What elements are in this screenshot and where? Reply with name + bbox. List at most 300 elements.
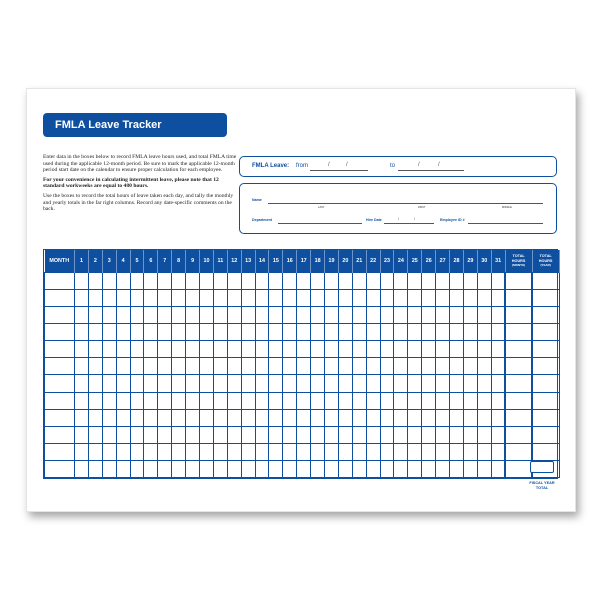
day-cell[interactable]: [408, 273, 422, 290]
day-cell[interactable]: [338, 341, 352, 358]
day-cell[interactable]: [422, 307, 436, 324]
day-cell[interactable]: [130, 290, 144, 307]
day-cell[interactable]: [130, 460, 144, 477]
day-cell[interactable]: [88, 460, 102, 477]
day-cell[interactable]: [477, 273, 491, 290]
total-year-cell[interactable]: [532, 443, 559, 460]
day-cell[interactable]: [352, 375, 366, 392]
day-cell[interactable]: [255, 392, 269, 409]
day-cell[interactable]: [366, 460, 380, 477]
day-cell[interactable]: [255, 409, 269, 426]
day-cell[interactable]: [200, 392, 214, 409]
day-cell[interactable]: [88, 409, 102, 426]
total-month-cell[interactable]: [505, 341, 532, 358]
total-month-cell[interactable]: [505, 358, 532, 375]
day-cell[interactable]: [380, 426, 394, 443]
day-cell[interactable]: [283, 443, 297, 460]
day-cell[interactable]: [75, 460, 89, 477]
day-cell[interactable]: [88, 307, 102, 324]
day-cell[interactable]: [297, 443, 311, 460]
day-cell[interactable]: [283, 426, 297, 443]
day-cell[interactable]: [422, 409, 436, 426]
day-cell[interactable]: [297, 273, 311, 290]
day-cell[interactable]: [241, 324, 255, 341]
day-cell[interactable]: [380, 341, 394, 358]
day-cell[interactable]: [241, 443, 255, 460]
day-cell[interactable]: [380, 443, 394, 460]
day-cell[interactable]: [352, 290, 366, 307]
day-cell[interactable]: [325, 460, 339, 477]
day-cell[interactable]: [269, 324, 283, 341]
department-field[interactable]: [278, 223, 362, 224]
day-cell[interactable]: [366, 341, 380, 358]
day-cell[interactable]: [450, 460, 464, 477]
day-cell[interactable]: [241, 290, 255, 307]
day-cell[interactable]: [158, 307, 172, 324]
day-cell[interactable]: [450, 375, 464, 392]
day-cell[interactable]: [325, 290, 339, 307]
day-cell[interactable]: [269, 409, 283, 426]
day-cell[interactable]: [200, 409, 214, 426]
day-cell[interactable]: [227, 460, 241, 477]
day-cell[interactable]: [241, 273, 255, 290]
day-cell[interactable]: [227, 409, 241, 426]
day-cell[interactable]: [213, 358, 227, 375]
day-cell[interactable]: [269, 307, 283, 324]
day-cell[interactable]: [352, 273, 366, 290]
day-cell[interactable]: [394, 307, 408, 324]
day-cell[interactable]: [172, 375, 186, 392]
day-cell[interactable]: [144, 358, 158, 375]
total-year-cell[interactable]: [532, 307, 559, 324]
day-cell[interactable]: [352, 443, 366, 460]
day-cell[interactable]: [172, 409, 186, 426]
day-cell[interactable]: [227, 290, 241, 307]
day-cell[interactable]: [436, 392, 450, 409]
day-cell[interactable]: [283, 460, 297, 477]
fiscal-year-total-box[interactable]: [530, 461, 554, 473]
day-cell[interactable]: [186, 409, 200, 426]
day-cell[interactable]: [186, 324, 200, 341]
day-cell[interactable]: [338, 273, 352, 290]
day-cell[interactable]: [422, 392, 436, 409]
day-cell[interactable]: [366, 409, 380, 426]
day-cell[interactable]: [463, 409, 477, 426]
day-cell[interactable]: [394, 392, 408, 409]
day-cell[interactable]: [380, 392, 394, 409]
day-cell[interactable]: [130, 392, 144, 409]
month-cell[interactable]: [45, 375, 75, 392]
day-cell[interactable]: [477, 392, 491, 409]
day-cell[interactable]: [200, 307, 214, 324]
day-cell[interactable]: [394, 341, 408, 358]
total-month-cell[interactable]: [505, 324, 532, 341]
total-month-cell[interactable]: [505, 273, 532, 290]
day-cell[interactable]: [241, 375, 255, 392]
day-cell[interactable]: [422, 341, 436, 358]
day-cell[interactable]: [186, 273, 200, 290]
day-cell[interactable]: [172, 460, 186, 477]
day-cell[interactable]: [241, 409, 255, 426]
day-cell[interactable]: [75, 409, 89, 426]
day-cell[interactable]: [75, 375, 89, 392]
month-cell[interactable]: [45, 290, 75, 307]
day-cell[interactable]: [366, 324, 380, 341]
day-cell[interactable]: [366, 392, 380, 409]
day-cell[interactable]: [297, 290, 311, 307]
day-cell[interactable]: [352, 307, 366, 324]
to-date-field[interactable]: [398, 170, 464, 171]
day-cell[interactable]: [491, 341, 505, 358]
day-cell[interactable]: [227, 358, 241, 375]
day-cell[interactable]: [311, 273, 325, 290]
day-cell[interactable]: [311, 392, 325, 409]
total-year-cell[interactable]: [532, 290, 559, 307]
day-cell[interactable]: [255, 375, 269, 392]
month-cell[interactable]: [45, 358, 75, 375]
day-cell[interactable]: [463, 426, 477, 443]
day-cell[interactable]: [297, 375, 311, 392]
day-cell[interactable]: [311, 426, 325, 443]
day-cell[interactable]: [269, 460, 283, 477]
day-cell[interactable]: [311, 358, 325, 375]
day-cell[interactable]: [436, 358, 450, 375]
day-cell[interactable]: [102, 273, 116, 290]
day-cell[interactable]: [380, 409, 394, 426]
day-cell[interactable]: [422, 273, 436, 290]
day-cell[interactable]: [422, 358, 436, 375]
month-cell[interactable]: [45, 443, 75, 460]
day-cell[interactable]: [408, 358, 422, 375]
day-cell[interactable]: [352, 324, 366, 341]
day-cell[interactable]: [352, 426, 366, 443]
day-cell[interactable]: [116, 443, 130, 460]
day-cell[interactable]: [116, 392, 130, 409]
day-cell[interactable]: [227, 273, 241, 290]
day-cell[interactable]: [311, 324, 325, 341]
day-cell[interactable]: [130, 426, 144, 443]
day-cell[interactable]: [311, 409, 325, 426]
day-cell[interactable]: [450, 358, 464, 375]
total-year-cell[interactable]: [532, 375, 559, 392]
day-cell[interactable]: [255, 273, 269, 290]
day-cell[interactable]: [255, 460, 269, 477]
from-date-field[interactable]: [310, 170, 368, 171]
day-cell[interactable]: [422, 375, 436, 392]
day-cell[interactable]: [102, 392, 116, 409]
day-cell[interactable]: [158, 392, 172, 409]
employee-id-field[interactable]: [468, 223, 543, 224]
day-cell[interactable]: [255, 307, 269, 324]
day-cell[interactable]: [338, 426, 352, 443]
day-cell[interactable]: [297, 307, 311, 324]
day-cell[interactable]: [130, 375, 144, 392]
day-cell[interactable]: [102, 443, 116, 460]
day-cell[interactable]: [491, 409, 505, 426]
day-cell[interactable]: [213, 375, 227, 392]
day-cell[interactable]: [130, 273, 144, 290]
day-cell[interactable]: [88, 392, 102, 409]
day-cell[interactable]: [283, 358, 297, 375]
day-cell[interactable]: [477, 307, 491, 324]
total-month-cell[interactable]: [505, 392, 532, 409]
day-cell[interactable]: [366, 290, 380, 307]
day-cell[interactable]: [269, 443, 283, 460]
day-cell[interactable]: [255, 443, 269, 460]
day-cell[interactable]: [213, 307, 227, 324]
day-cell[interactable]: [269, 375, 283, 392]
month-cell[interactable]: [45, 341, 75, 358]
day-cell[interactable]: [255, 341, 269, 358]
day-cell[interactable]: [158, 443, 172, 460]
day-cell[interactable]: [436, 324, 450, 341]
day-cell[interactable]: [338, 460, 352, 477]
day-cell[interactable]: [352, 392, 366, 409]
day-cell[interactable]: [338, 290, 352, 307]
day-cell[interactable]: [408, 341, 422, 358]
day-cell[interactable]: [450, 324, 464, 341]
day-cell[interactable]: [297, 409, 311, 426]
day-cell[interactable]: [366, 358, 380, 375]
day-cell[interactable]: [366, 307, 380, 324]
day-cell[interactable]: [463, 392, 477, 409]
day-cell[interactable]: [491, 358, 505, 375]
day-cell[interactable]: [227, 324, 241, 341]
day-cell[interactable]: [200, 460, 214, 477]
day-cell[interactable]: [477, 460, 491, 477]
day-cell[interactable]: [144, 392, 158, 409]
day-cell[interactable]: [200, 358, 214, 375]
day-cell[interactable]: [408, 392, 422, 409]
day-cell[interactable]: [102, 341, 116, 358]
month-cell[interactable]: [45, 426, 75, 443]
day-cell[interactable]: [213, 392, 227, 409]
day-cell[interactable]: [325, 392, 339, 409]
day-cell[interactable]: [213, 290, 227, 307]
total-year-cell[interactable]: [532, 426, 559, 443]
day-cell[interactable]: [380, 358, 394, 375]
day-cell[interactable]: [394, 443, 408, 460]
day-cell[interactable]: [477, 341, 491, 358]
day-cell[interactable]: [144, 290, 158, 307]
day-cell[interactable]: [269, 426, 283, 443]
day-cell[interactable]: [450, 426, 464, 443]
day-cell[interactable]: [186, 392, 200, 409]
total-month-cell[interactable]: [505, 409, 532, 426]
day-cell[interactable]: [200, 426, 214, 443]
day-cell[interactable]: [227, 375, 241, 392]
day-cell[interactable]: [200, 375, 214, 392]
month-cell[interactable]: [45, 273, 75, 290]
day-cell[interactable]: [116, 290, 130, 307]
day-cell[interactable]: [213, 409, 227, 426]
day-cell[interactable]: [102, 324, 116, 341]
day-cell[interactable]: [116, 409, 130, 426]
day-cell[interactable]: [269, 290, 283, 307]
day-cell[interactable]: [186, 443, 200, 460]
day-cell[interactable]: [227, 426, 241, 443]
day-cell[interactable]: [283, 392, 297, 409]
day-cell[interactable]: [144, 375, 158, 392]
day-cell[interactable]: [491, 273, 505, 290]
day-cell[interactable]: [338, 307, 352, 324]
day-cell[interactable]: [394, 409, 408, 426]
total-month-cell[interactable]: [505, 290, 532, 307]
day-cell[interactable]: [394, 324, 408, 341]
month-cell[interactable]: [45, 324, 75, 341]
day-cell[interactable]: [338, 375, 352, 392]
day-cell[interactable]: [338, 392, 352, 409]
day-cell[interactable]: [463, 307, 477, 324]
day-cell[interactable]: [394, 290, 408, 307]
day-cell[interactable]: [380, 324, 394, 341]
day-cell[interactable]: [186, 341, 200, 358]
day-cell[interactable]: [102, 460, 116, 477]
day-cell[interactable]: [158, 409, 172, 426]
day-cell[interactable]: [352, 358, 366, 375]
day-cell[interactable]: [241, 307, 255, 324]
day-cell[interactable]: [158, 375, 172, 392]
day-cell[interactable]: [172, 273, 186, 290]
day-cell[interactable]: [116, 358, 130, 375]
day-cell[interactable]: [130, 324, 144, 341]
day-cell[interactable]: [158, 341, 172, 358]
day-cell[interactable]: [130, 358, 144, 375]
day-cell[interactable]: [241, 426, 255, 443]
day-cell[interactable]: [158, 426, 172, 443]
day-cell[interactable]: [269, 392, 283, 409]
day-cell[interactable]: [352, 460, 366, 477]
day-cell[interactable]: [463, 273, 477, 290]
day-cell[interactable]: [408, 375, 422, 392]
day-cell[interactable]: [436, 375, 450, 392]
day-cell[interactable]: [241, 460, 255, 477]
day-cell[interactable]: [436, 443, 450, 460]
day-cell[interactable]: [144, 443, 158, 460]
day-cell[interactable]: [477, 375, 491, 392]
day-cell[interactable]: [186, 460, 200, 477]
total-year-cell[interactable]: [532, 273, 559, 290]
day-cell[interactable]: [325, 358, 339, 375]
day-cell[interactable]: [366, 375, 380, 392]
day-cell[interactable]: [422, 290, 436, 307]
day-cell[interactable]: [394, 375, 408, 392]
day-cell[interactable]: [491, 392, 505, 409]
day-cell[interactable]: [436, 460, 450, 477]
day-cell[interactable]: [394, 273, 408, 290]
day-cell[interactable]: [75, 307, 89, 324]
day-cell[interactable]: [325, 426, 339, 443]
day-cell[interactable]: [102, 375, 116, 392]
total-year-cell[interactable]: [532, 409, 559, 426]
day-cell[interactable]: [436, 341, 450, 358]
total-month-cell[interactable]: [505, 307, 532, 324]
day-cell[interactable]: [75, 324, 89, 341]
day-cell[interactable]: [158, 290, 172, 307]
day-cell[interactable]: [283, 375, 297, 392]
day-cell[interactable]: [477, 358, 491, 375]
day-cell[interactable]: [116, 341, 130, 358]
day-cell[interactable]: [241, 358, 255, 375]
day-cell[interactable]: [338, 443, 352, 460]
day-cell[interactable]: [311, 443, 325, 460]
day-cell[interactable]: [75, 392, 89, 409]
total-month-cell[interactable]: [505, 443, 532, 460]
day-cell[interactable]: [311, 341, 325, 358]
day-cell[interactable]: [352, 341, 366, 358]
day-cell[interactable]: [297, 426, 311, 443]
day-cell[interactable]: [283, 290, 297, 307]
day-cell[interactable]: [283, 307, 297, 324]
day-cell[interactable]: [311, 290, 325, 307]
day-cell[interactable]: [158, 273, 172, 290]
day-cell[interactable]: [394, 358, 408, 375]
day-cell[interactable]: [325, 273, 339, 290]
day-cell[interactable]: [283, 409, 297, 426]
day-cell[interactable]: [172, 392, 186, 409]
day-cell[interactable]: [269, 341, 283, 358]
day-cell[interactable]: [172, 307, 186, 324]
day-cell[interactable]: [88, 358, 102, 375]
day-cell[interactable]: [463, 443, 477, 460]
day-cell[interactable]: [200, 324, 214, 341]
day-cell[interactable]: [213, 273, 227, 290]
day-cell[interactable]: [477, 290, 491, 307]
day-cell[interactable]: [394, 460, 408, 477]
day-cell[interactable]: [380, 375, 394, 392]
day-cell[interactable]: [227, 307, 241, 324]
day-cell[interactable]: [338, 358, 352, 375]
day-cell[interactable]: [227, 341, 241, 358]
day-cell[interactable]: [144, 341, 158, 358]
day-cell[interactable]: [325, 341, 339, 358]
day-cell[interactable]: [186, 358, 200, 375]
day-cell[interactable]: [88, 273, 102, 290]
day-cell[interactable]: [130, 341, 144, 358]
day-cell[interactable]: [172, 443, 186, 460]
day-cell[interactable]: [200, 341, 214, 358]
day-cell[interactable]: [450, 273, 464, 290]
day-cell[interactable]: [116, 375, 130, 392]
day-cell[interactable]: [311, 307, 325, 324]
day-cell[interactable]: [463, 358, 477, 375]
day-cell[interactable]: [338, 324, 352, 341]
day-cell[interactable]: [380, 307, 394, 324]
day-cell[interactable]: [450, 392, 464, 409]
total-year-cell[interactable]: [532, 392, 559, 409]
day-cell[interactable]: [408, 324, 422, 341]
day-cell[interactable]: [283, 273, 297, 290]
day-cell[interactable]: [422, 443, 436, 460]
day-cell[interactable]: [172, 290, 186, 307]
day-cell[interactable]: [144, 324, 158, 341]
day-cell[interactable]: [477, 426, 491, 443]
day-cell[interactable]: [311, 375, 325, 392]
day-cell[interactable]: [227, 443, 241, 460]
day-cell[interactable]: [366, 426, 380, 443]
month-cell[interactable]: [45, 392, 75, 409]
day-cell[interactable]: [102, 307, 116, 324]
day-cell[interactable]: [116, 273, 130, 290]
day-cell[interactable]: [75, 273, 89, 290]
day-cell[interactable]: [75, 443, 89, 460]
day-cell[interactable]: [408, 460, 422, 477]
day-cell[interactable]: [144, 307, 158, 324]
day-cell[interactable]: [463, 324, 477, 341]
day-cell[interactable]: [186, 375, 200, 392]
day-cell[interactable]: [283, 341, 297, 358]
day-cell[interactable]: [200, 443, 214, 460]
